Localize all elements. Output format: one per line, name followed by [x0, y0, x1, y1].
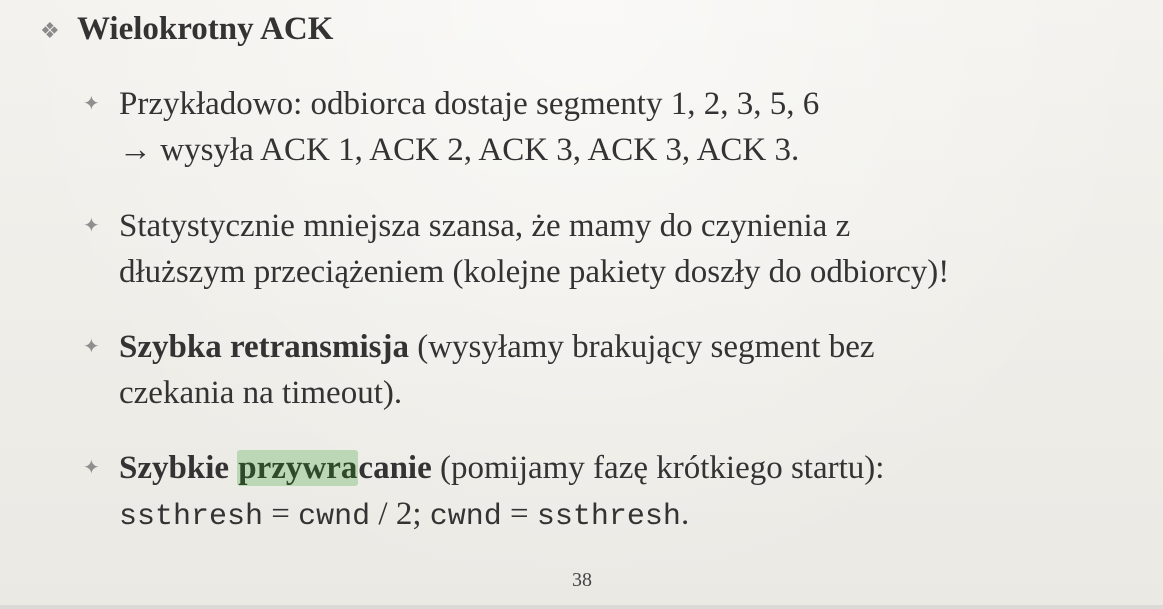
bullet-item-3	[83, 324, 875, 416]
formula-cwnd: cwnd	[298, 500, 371, 534]
formula-ssthresh-2: ssthresh	[536, 500, 681, 534]
item-4-line-1	[119, 445, 884, 491]
formula-end: .	[680, 496, 690, 532]
item-4-bold-word: Szybkie	[119, 450, 230, 486]
bottom-divider	[0, 605, 1163, 609]
sub-bullet-icon: ✦	[83, 336, 100, 358]
formula-cwnd-2: cwnd	[429, 500, 502, 534]
item-3-line-1	[119, 324, 875, 370]
formula	[119, 491, 884, 540]
sub-bullet-icon: ✦	[83, 93, 100, 115]
page-number: 38	[572, 569, 592, 591]
formula-equals-2: =	[501, 496, 537, 532]
highlighted-text: przywra	[238, 450, 358, 486]
item-4-bold-suffix: canie	[358, 450, 432, 486]
item-3-bold-term: Szybka retransmisja	[119, 329, 409, 365]
item-4-line-1-rest: (pomijamy fazę krótkiego startu):	[431, 450, 885, 486]
heading-bullet-icon: ❖	[40, 18, 60, 43]
item-1-line-2: → wysyła ACK 1, ACK 2, ACK 3, ACK 3, ACK 3.	[119, 132, 800, 168]
sub-bullet-icon: ✦	[83, 457, 100, 479]
bullet-item-2	[83, 203, 950, 295]
item-3-line-2: czekania na timeout).	[119, 375, 403, 411]
formula-equals: =	[263, 496, 299, 532]
bullet-item-1	[83, 81, 820, 173]
item-3-line-1-rest: (wysyłamy brakujący segment bez	[408, 329, 875, 365]
formula-ssthresh: ssthresh	[119, 500, 264, 534]
slide-heading: Wielokrotny ACK	[77, 11, 334, 47]
item-2-line-1: Statystycznie mniejsza szansa, że mamy do czynienia z	[119, 208, 851, 244]
sub-bullet-icon: ✦	[83, 215, 100, 237]
bullet-item-4	[83, 445, 885, 540]
formula-divide: / 2;	[370, 496, 430, 532]
item-2-line-2: dłuższym przeciążeniem (kolejne pakiety doszły do odbiorcy)!	[119, 254, 950, 290]
item-1-line-1: Przykładowo: odbiorca dostaje segmenty 1, 2, 3, 5, 6	[119, 86, 820, 122]
